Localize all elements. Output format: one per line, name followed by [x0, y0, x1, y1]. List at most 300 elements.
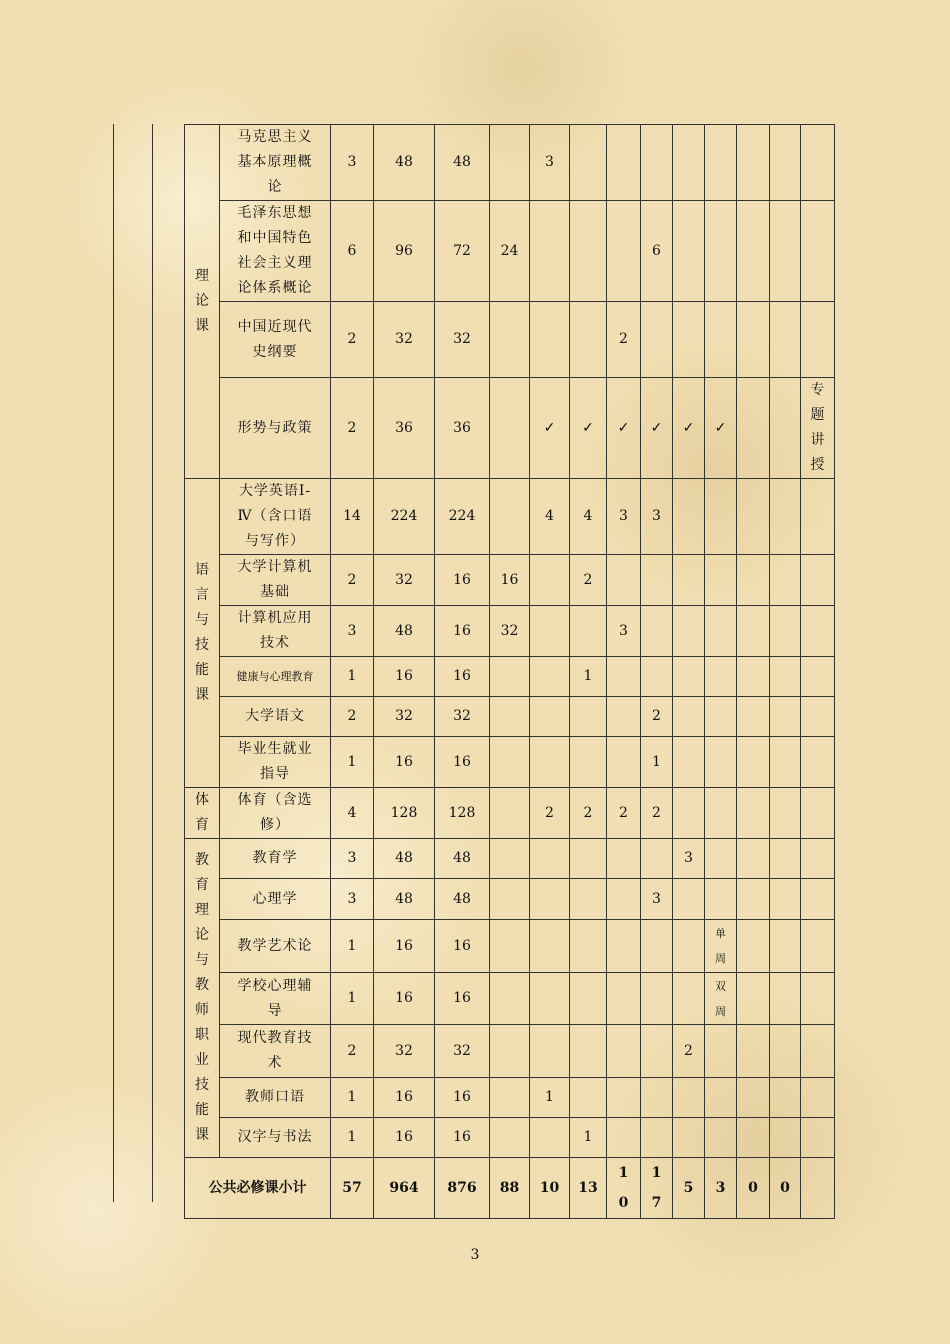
note-cell [801, 920, 835, 973]
course-name-cell [220, 378, 331, 479]
course-name: 体育（含选修） [237, 792, 313, 833]
semester-1-cell: 4 [530, 479, 570, 555]
total-hours-cell: 16 [374, 657, 435, 697]
credit-cell: 1 [331, 1078, 374, 1118]
note-cell [801, 973, 835, 1025]
semester-7-cell [737, 302, 770, 378]
course-name: 形势与政策 [237, 419, 313, 436]
category-cell [185, 839, 220, 1158]
semester-3-cell [607, 1078, 641, 1118]
semester-1-cell [530, 920, 570, 973]
course-name: 大学英语Ⅰ-Ⅳ（含口语与写作） [237, 483, 313, 549]
credit-cell: 14 [331, 479, 374, 555]
semester-8-cell [770, 1025, 801, 1078]
semester-7-cell [737, 1118, 770, 1158]
note-cell [801, 697, 835, 737]
lecture-hours-cell: 32 [435, 302, 490, 378]
credit-cell: 1 [331, 1118, 374, 1158]
subtotal-credit: 57 [331, 1158, 374, 1219]
table-row [185, 879, 835, 920]
semester-7-cell [737, 1078, 770, 1118]
semester-3-cell [607, 555, 641, 606]
lecture-hours-cell: 48 [435, 125, 490, 201]
practice-hours-cell [490, 1118, 530, 1158]
lecture-hours-cell: 16 [435, 657, 490, 697]
course-name-cell [220, 788, 331, 839]
practice-hours-cell [490, 839, 530, 879]
semester-7-cell [737, 973, 770, 1025]
credit-cell: 3 [331, 839, 374, 879]
credit-cell: 2 [331, 378, 374, 479]
practice-hours-cell [490, 1078, 530, 1118]
semester-4-cell: 2 [641, 697, 673, 737]
semester-4-cell [641, 1118, 673, 1158]
semester-7-cell [737, 737, 770, 788]
category-cell [185, 125, 220, 479]
lecture-hours-cell: 16 [435, 1078, 490, 1118]
subtotal-semester-8: 0 [770, 1158, 801, 1219]
table-row [185, 302, 835, 378]
semester-8-cell [770, 201, 801, 302]
semester-4-cell [641, 606, 673, 657]
semester-5-cell [673, 657, 705, 697]
semester-2-cell [570, 920, 607, 973]
semester-4-cell: ✓ [641, 378, 673, 479]
course-name: 教师口语 [245, 1089, 305, 1105]
semester-1-cell [530, 201, 570, 302]
semester-6-cell [705, 788, 737, 839]
semester-2-cell [570, 201, 607, 302]
course-name-cell [220, 1118, 331, 1158]
course-name-cell [220, 973, 331, 1025]
subtotal-row [185, 1158, 835, 1219]
course-name-cell [220, 1025, 331, 1078]
semester-3-cell [607, 125, 641, 201]
semester-1-cell [530, 973, 570, 1025]
course-name-cell [220, 125, 331, 201]
course-name-cell [220, 201, 331, 302]
category-label: 语言与技能课 [195, 562, 209, 703]
lecture-hours-cell: 224 [435, 479, 490, 555]
subtotal-semester-4: 17 [641, 1158, 673, 1219]
course-name-cell [220, 1078, 331, 1118]
note-cell [801, 839, 835, 879]
subtotal-lecture-hours: 876 [435, 1158, 490, 1219]
semester-1-cell: 3 [530, 125, 570, 201]
note-text: 专题讲授 [810, 382, 825, 473]
semester-1-cell [530, 737, 570, 788]
practice-hours-cell [490, 378, 530, 479]
semester-2-cell [570, 737, 607, 788]
semester-8-cell [770, 606, 801, 657]
note-cell [801, 201, 835, 302]
curriculum-table [184, 124, 835, 1219]
table-row [185, 201, 835, 302]
lecture-hours-cell: 16 [435, 737, 490, 788]
lecture-hours-cell: 48 [435, 839, 490, 879]
semester-2-cell: 1 [570, 657, 607, 697]
lecture-hours-cell: 16 [435, 606, 490, 657]
subtotal-semester-5: 5 [673, 1158, 705, 1219]
semester-3-cell: 3 [607, 606, 641, 657]
subtotal-practice-hours: 88 [490, 1158, 530, 1219]
total-hours-cell: 16 [374, 1078, 435, 1118]
semester-7-cell [737, 657, 770, 697]
credit-cell: 2 [331, 555, 374, 606]
semester-4-cell: 3 [641, 879, 673, 920]
lecture-hours-cell: 32 [435, 697, 490, 737]
course-name: 健康与心理教育 [236, 670, 314, 683]
semester-4-cell [641, 1025, 673, 1078]
semester-2-cell [570, 606, 607, 657]
course-name-cell [220, 920, 331, 973]
semester-6-cell [705, 839, 737, 879]
credit-cell: 3 [331, 879, 374, 920]
total-hours-cell: 16 [374, 920, 435, 973]
total-hours-cell: 32 [374, 697, 435, 737]
semester-2-cell: 4 [570, 479, 607, 555]
course-name-cell [220, 839, 331, 879]
semester-2-cell [570, 879, 607, 920]
semester-6-cell [705, 657, 737, 697]
lecture-hours-cell: 32 [435, 1025, 490, 1078]
course-name-cell [220, 657, 331, 697]
semester-5-cell [673, 1078, 705, 1118]
note-cell [801, 378, 835, 479]
category-label: 体育 [195, 792, 209, 833]
semester-5-cell [673, 973, 705, 1025]
note-cell [801, 479, 835, 555]
semester-5-cell [673, 920, 705, 973]
semester-4-cell [641, 657, 673, 697]
semester-1-cell [530, 606, 570, 657]
credit-cell: 1 [331, 920, 374, 973]
practice-hours-cell: 24 [490, 201, 530, 302]
semester-1-cell [530, 555, 570, 606]
total-hours-cell: 16 [374, 1118, 435, 1158]
semester-5-cell [673, 879, 705, 920]
semester-2-cell: ✓ [570, 378, 607, 479]
semester-6-cell [705, 606, 737, 657]
semester-8-cell [770, 378, 801, 479]
semester-4-cell [641, 125, 673, 201]
credit-cell: 2 [331, 1025, 374, 1078]
semester-1-cell: 1 [530, 1078, 570, 1118]
semester-5-cell [673, 697, 705, 737]
lecture-hours-cell: 128 [435, 788, 490, 839]
practice-hours-cell [490, 125, 530, 201]
category-cell [185, 788, 220, 839]
semester-1-cell: 2 [530, 788, 570, 839]
semester-7-cell [737, 378, 770, 479]
semester-7-cell [737, 606, 770, 657]
semester-5-cell [673, 788, 705, 839]
course-name: 教学艺术论 [237, 937, 313, 954]
semester-2-cell: 1 [570, 1118, 607, 1158]
subtotal-semester-7: 0 [737, 1158, 770, 1219]
total-hours-cell: 48 [374, 125, 435, 201]
subtotal-semester-2: 13 [570, 1158, 607, 1219]
semester-2-cell [570, 973, 607, 1025]
semester-4-cell [641, 1078, 673, 1118]
semester-5-cell: 3 [673, 839, 705, 879]
credit-cell: 3 [331, 606, 374, 657]
course-name: 计算机应用技术 [237, 610, 313, 651]
course-name: 教育学 [252, 850, 298, 866]
lecture-hours-cell: 48 [435, 879, 490, 920]
semester-3-cell [607, 879, 641, 920]
semester-6-cell [705, 920, 737, 973]
note-cell [801, 125, 835, 201]
semester-6-cell: ✓ [705, 378, 737, 479]
note-cell [801, 302, 835, 378]
semester-3-cell [607, 839, 641, 879]
semester-7-cell [737, 697, 770, 737]
semester-7-cell [737, 1025, 770, 1078]
practice-hours-cell [490, 788, 530, 839]
semester-7-cell [737, 920, 770, 973]
semester-6-cell [705, 555, 737, 606]
table-row [185, 788, 835, 839]
semester-1-cell [530, 1118, 570, 1158]
semester-3-cell: ✓ [607, 378, 641, 479]
table-row [185, 125, 835, 201]
total-hours-cell: 16 [374, 737, 435, 788]
subtotal-semester-1: 10 [530, 1158, 570, 1219]
table-row [185, 1078, 835, 1118]
practice-hours-cell [490, 920, 530, 973]
semester-8-cell [770, 697, 801, 737]
semester-6-cell [705, 302, 737, 378]
practice-hours-cell [490, 879, 530, 920]
semester-6-cell [705, 973, 737, 1025]
week-note: 双周 [715, 979, 726, 1018]
semester-2-cell [570, 1025, 607, 1078]
category-cell [185, 479, 220, 788]
semester-4-cell [641, 973, 673, 1025]
credit-cell: 2 [331, 697, 374, 737]
practice-hours-cell [490, 479, 530, 555]
semester-8-cell [770, 839, 801, 879]
course-name-cell [220, 879, 331, 920]
practice-hours-cell: 16 [490, 555, 530, 606]
semester-7-cell [737, 788, 770, 839]
table-row [185, 737, 835, 788]
credit-cell: 2 [331, 302, 374, 378]
semester-8-cell [770, 737, 801, 788]
semester-4-cell [641, 555, 673, 606]
semester-7-cell [737, 125, 770, 201]
course-name: 心理学 [252, 890, 298, 907]
subtotal-note [801, 1158, 835, 1219]
credit-cell: 6 [331, 201, 374, 302]
credit-cell: 3 [331, 125, 374, 201]
course-name: 毕业生就业指导 [237, 741, 313, 782]
semester-2-cell [570, 125, 607, 201]
note-cell [801, 737, 835, 788]
semester-6-cell [705, 1078, 737, 1118]
practice-hours-cell [490, 737, 530, 788]
total-hours-cell: 32 [374, 1025, 435, 1078]
credit-cell: 1 [331, 973, 374, 1025]
credit-cell: 1 [331, 657, 374, 697]
course-name: 学校心理辅导 [237, 977, 313, 1019]
week-note: 单周 [715, 927, 726, 965]
semester-2-cell [570, 1078, 607, 1118]
practice-hours-cell [490, 657, 530, 697]
semester-3-cell: 2 [607, 302, 641, 378]
semester-4-cell [641, 839, 673, 879]
note-cell [801, 606, 835, 657]
semester-5-cell: ✓ [673, 378, 705, 479]
total-hours-cell: 48 [374, 839, 435, 879]
semester-3-cell [607, 737, 641, 788]
total-hours-cell: 32 [374, 302, 435, 378]
semester-5-cell [673, 555, 705, 606]
semester-5-cell [673, 201, 705, 302]
category-label: 教育理论与教师职业技能课 [195, 852, 209, 1143]
subtotal-semester-3: 10 [607, 1158, 641, 1219]
lecture-hours-cell: 16 [435, 555, 490, 606]
semester-3-cell [607, 201, 641, 302]
semester-7-cell [737, 201, 770, 302]
total-hours-cell: 36 [374, 378, 435, 479]
semester-3-cell [607, 973, 641, 1025]
curriculum-body [185, 125, 835, 1219]
course-name-cell [220, 302, 331, 378]
table-row [185, 920, 835, 973]
semester-4-cell: 1 [641, 737, 673, 788]
course-name-cell [220, 697, 331, 737]
practice-hours-cell [490, 973, 530, 1025]
total-hours-cell: 128 [374, 788, 435, 839]
subtotal-semester-6: 3 [705, 1158, 737, 1219]
semester-8-cell [770, 973, 801, 1025]
semester-7-cell [737, 479, 770, 555]
semester-1-cell [530, 697, 570, 737]
note-cell [801, 1025, 835, 1078]
semester-1-cell [530, 839, 570, 879]
semester-6-cell [705, 1118, 737, 1158]
semester-4-cell [641, 920, 673, 973]
note-cell [801, 657, 835, 697]
semester-4-cell: 2 [641, 788, 673, 839]
semester-5-cell: 2 [673, 1025, 705, 1078]
semester-2-cell [570, 302, 607, 378]
semester-1-cell: ✓ [530, 378, 570, 479]
semester-5-cell [673, 1118, 705, 1158]
total-hours-cell: 32 [374, 555, 435, 606]
semester-2-cell: 2 [570, 555, 607, 606]
semester-7-cell [737, 879, 770, 920]
semester-8-cell [770, 555, 801, 606]
semester-3-cell: 3 [607, 479, 641, 555]
table-row [185, 697, 835, 737]
total-hours-cell: 224 [374, 479, 435, 555]
table-row [185, 479, 835, 555]
course-name: 大学语文 [245, 708, 305, 724]
total-hours-cell: 48 [374, 879, 435, 920]
semester-2-cell [570, 839, 607, 879]
lecture-hours-cell: 72 [435, 201, 490, 302]
semester-7-cell [737, 555, 770, 606]
semester-6-cell [705, 479, 737, 555]
semester-3-cell [607, 657, 641, 697]
course-name-cell [220, 737, 331, 788]
course-name: 大学计算机基础 [237, 559, 313, 600]
semester-7-cell [737, 839, 770, 879]
semester-6-cell [705, 201, 737, 302]
semester-2-cell [570, 697, 607, 737]
lecture-hours-cell: 16 [435, 1118, 490, 1158]
semester-8-cell [770, 1078, 801, 1118]
lecture-hours-cell: 36 [435, 378, 490, 479]
semester-1-cell [530, 1025, 570, 1078]
semester-6-cell [705, 737, 737, 788]
semester-5-cell [673, 302, 705, 378]
semester-6-cell [705, 1025, 737, 1078]
credit-cell: 1 [331, 737, 374, 788]
semester-6-cell [705, 125, 737, 201]
course-name: 马克思主义基本原理概论 [237, 129, 313, 195]
semester-6-cell [705, 697, 737, 737]
total-hours-cell: 96 [374, 201, 435, 302]
semester-8-cell [770, 125, 801, 201]
semester-3-cell [607, 1025, 641, 1078]
lecture-hours-cell: 16 [435, 973, 490, 1025]
outer-left-border [113, 124, 114, 1202]
practice-hours-cell [490, 302, 530, 378]
semester-2-cell: 2 [570, 788, 607, 839]
table-row [185, 1118, 835, 1158]
note-cell [801, 1078, 835, 1118]
semester-3-cell: 2 [607, 788, 641, 839]
semester-3-cell [607, 920, 641, 973]
semester-4-cell: 6 [641, 201, 673, 302]
note-cell [801, 555, 835, 606]
semester-8-cell [770, 788, 801, 839]
semester-4-cell: 3 [641, 479, 673, 555]
semester-3-cell [607, 1118, 641, 1158]
table-row [185, 378, 835, 479]
semester-1-cell [530, 657, 570, 697]
credit-cell: 4 [331, 788, 374, 839]
note-cell [801, 1118, 835, 1158]
lecture-hours-cell: 16 [435, 920, 490, 973]
table-row [185, 839, 835, 879]
page-number: 3 [470, 1247, 480, 1263]
semester-5-cell [673, 125, 705, 201]
subtotal-total-hours: 964 [374, 1158, 435, 1219]
total-hours-cell: 48 [374, 606, 435, 657]
inner-left-border [152, 124, 153, 1202]
semester-8-cell [770, 657, 801, 697]
semester-8-cell [770, 879, 801, 920]
table-row [185, 555, 835, 606]
course-name-cell [220, 555, 331, 606]
table-row [185, 1025, 835, 1078]
table-row [185, 606, 835, 657]
semester-8-cell [770, 1118, 801, 1158]
course-name: 毛泽东思想和中国特色社会主义理论体系概论 [237, 205, 313, 296]
practice-hours-cell [490, 1025, 530, 1078]
semester-5-cell [673, 606, 705, 657]
semester-8-cell [770, 479, 801, 555]
note-cell [801, 879, 835, 920]
practice-hours-cell: 32 [490, 606, 530, 657]
semester-8-cell [770, 920, 801, 973]
course-name: 汉字与书法 [237, 1129, 313, 1145]
